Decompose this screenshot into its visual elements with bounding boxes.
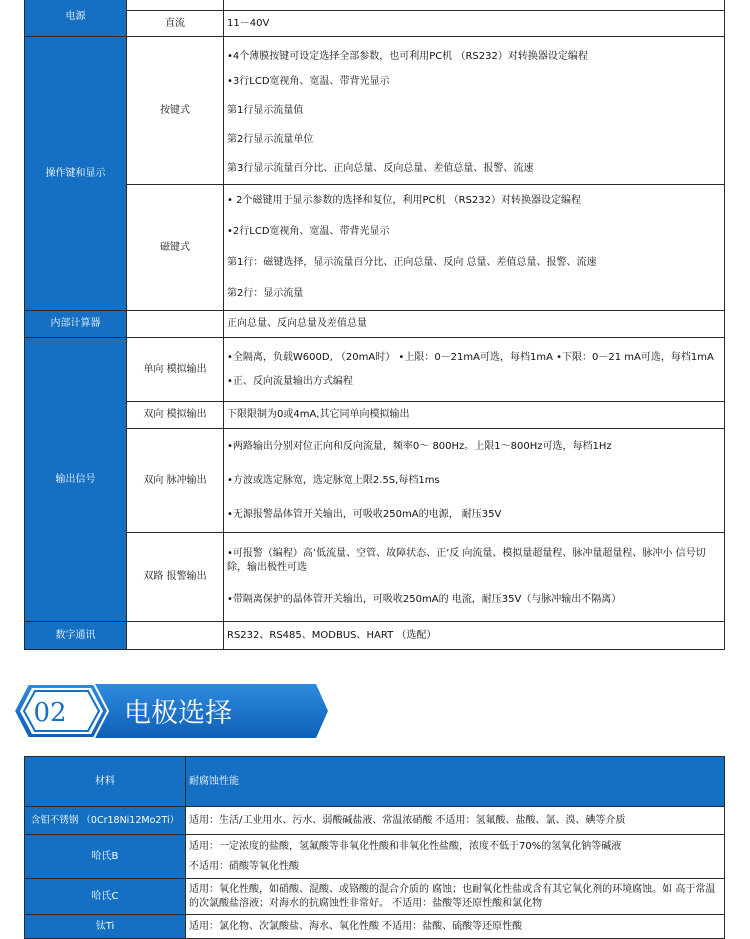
property-header: 耐腐蚀性能	[186, 757, 725, 807]
material-cell: 含钼不锈钢 （0Cr18Ni12Mo2Ti）	[25, 807, 186, 835]
operation-label: 操作键和显示	[25, 37, 127, 311]
property-cell: 适用：氧化性酸，如硝酸、混酸、或铬酸的混合介质的 腐蚀；也耐氧化性盐或含有其它氧化剂的环境腐蚀。如 高于常温的次氯酸盐溶液；对海水的抗腐蚀性非常好。 不适用：盐酸等还原性酸和氯化物	[186, 879, 725, 915]
key-line-5: 第3行显示流量百分比、正向总量、反向总量、差值总量、报警、流速	[227, 162, 534, 174]
property-cell: 适用：氯化物、次氯酸盐、海水、氧化性酸 不适用：盐酸、硫酸等还原性酸	[186, 915, 725, 939]
material-cell: 哈氏C	[25, 879, 186, 915]
property-line: 适用：一定浓度的盐酸，氢氟酸等非氧化性酸和非氧化性盐酸，浓度不低于70%的氢氧化钠等碱液	[189, 840, 622, 852]
section-title: 电极选择	[124, 698, 232, 729]
property-cell	[186, 835, 725, 879]
single-analog-line-1: •全隔离，负载W600D, （20mA时） •上限：0－21mA可选，每档1mA •下限：0－21 mA可选，每档1mA	[227, 351, 714, 363]
magnetic-line-2: •2行LCD宽视角、宽温、带背光显示	[227, 226, 390, 237]
dual-pulse-label: 双向 脉冲输出	[127, 429, 224, 533]
calculator-label: 内部计算器	[25, 311, 127, 338]
comm-label: 数字通讯	[25, 622, 127, 650]
magnetic-type-label: 磁键式	[127, 185, 224, 311]
property-line: 不适用：硝酸等氧化性酸	[189, 860, 299, 872]
dc-value: 11－40V	[224, 11, 725, 37]
key-line-2: •3行LCD宽视角、宽温、带背光显示	[227, 75, 390, 87]
power-blank-cell	[127, 0, 224, 11]
dual-alarm-line-2: •带隔离保护的晶体管开关输出，可吸收250mA的 电流，耐压35V（与脉冲输出不隔离）	[227, 594, 622, 605]
single-analog-details	[224, 338, 725, 402]
dual-pulse-line-1: •两路输出分别对位正向和反向流量，频率0～ 800Hz。上限1～800Hz可选，每档1Hz	[227, 440, 612, 452]
section-number: 02	[33, 698, 67, 728]
dual-analog-label: 双向 模拟输出	[127, 402, 224, 429]
magnetic-line-3: 第1行：磁键选择，显示流量百分比、正向总量、反向 总量、差值总量、报警、流速	[227, 257, 597, 268]
power-label: 电源	[25, 0, 127, 37]
key-line-4: 第2行显示流量单位	[227, 133, 314, 145]
section-banner	[14, 682, 329, 740]
material-cell: 哈氏B	[25, 835, 186, 879]
table-row	[25, 915, 725, 939]
dual-pulse-line-3: •无源报警晶体管开关输出，可吸收250mA的电源， 耐压35V	[227, 508, 502, 520]
dual-alarm-line-1: •可报警（编程）高’低流量、空管、故障状态、正’反 向流量、模拟量超量程、脉冲量超量程、脉冲小 信号切除，输出极性可选	[227, 548, 706, 573]
table-row	[25, 835, 725, 879]
single-analog-label: 单向 模拟输出	[127, 338, 224, 402]
dc-label: 直流	[127, 11, 224, 37]
electrode-table	[24, 756, 725, 939]
key-type-details	[224, 37, 725, 185]
dual-alarm-details	[224, 533, 725, 622]
specification-table	[24, 0, 725, 650]
material-header: 材料	[25, 757, 186, 807]
calculator-value: 正向总量、反向总量及差值总量	[224, 311, 725, 338]
table-row	[25, 879, 725, 915]
dual-analog-value: 下限限制为0或4mA,其它同单向模拟输出	[224, 402, 725, 429]
single-analog-line-2: •正、反向流量输出方式编程	[227, 375, 353, 387]
power-blank-value	[224, 0, 725, 11]
comm-blank-cell	[127, 622, 224, 650]
material-cell: 钛Ti	[25, 915, 186, 939]
table-row	[25, 807, 725, 835]
dual-pulse-details	[224, 429, 725, 533]
magnetic-type-details	[224, 185, 725, 311]
dual-alarm-label: 双路 报警输出	[127, 533, 224, 622]
magnetic-line-1: • 2个磁键用于显示参数的选择和复位，利用PC机 （RS232）对转换器设定编程	[227, 195, 582, 206]
dual-pulse-line-2: •方波或选定脉宽，选定脉宽上限2.5S,每档1ms	[227, 474, 440, 486]
magnetic-line-4: 第2行：显示流量	[227, 288, 304, 299]
key-line-3: 第1行显示流量值	[227, 104, 304, 116]
property-cell: 适用：生活/工业用水、污水、弱酸碱盐液、常温浓硝酸 不适用：氢氟酸、盐酸、氯、溴、碘等介质	[186, 807, 725, 835]
comm-value: RS232、RS485、MODBUS、HART （选配）	[224, 622, 725, 650]
output-label: 输出信号	[25, 338, 127, 622]
key-type-label: 按键式	[127, 37, 224, 185]
key-line-1: •4个薄膜按键可设定选择全部参数，也可利用PC机 （RS232）对转换器设定编程	[227, 50, 588, 62]
calculator-blank-cell	[127, 311, 224, 338]
